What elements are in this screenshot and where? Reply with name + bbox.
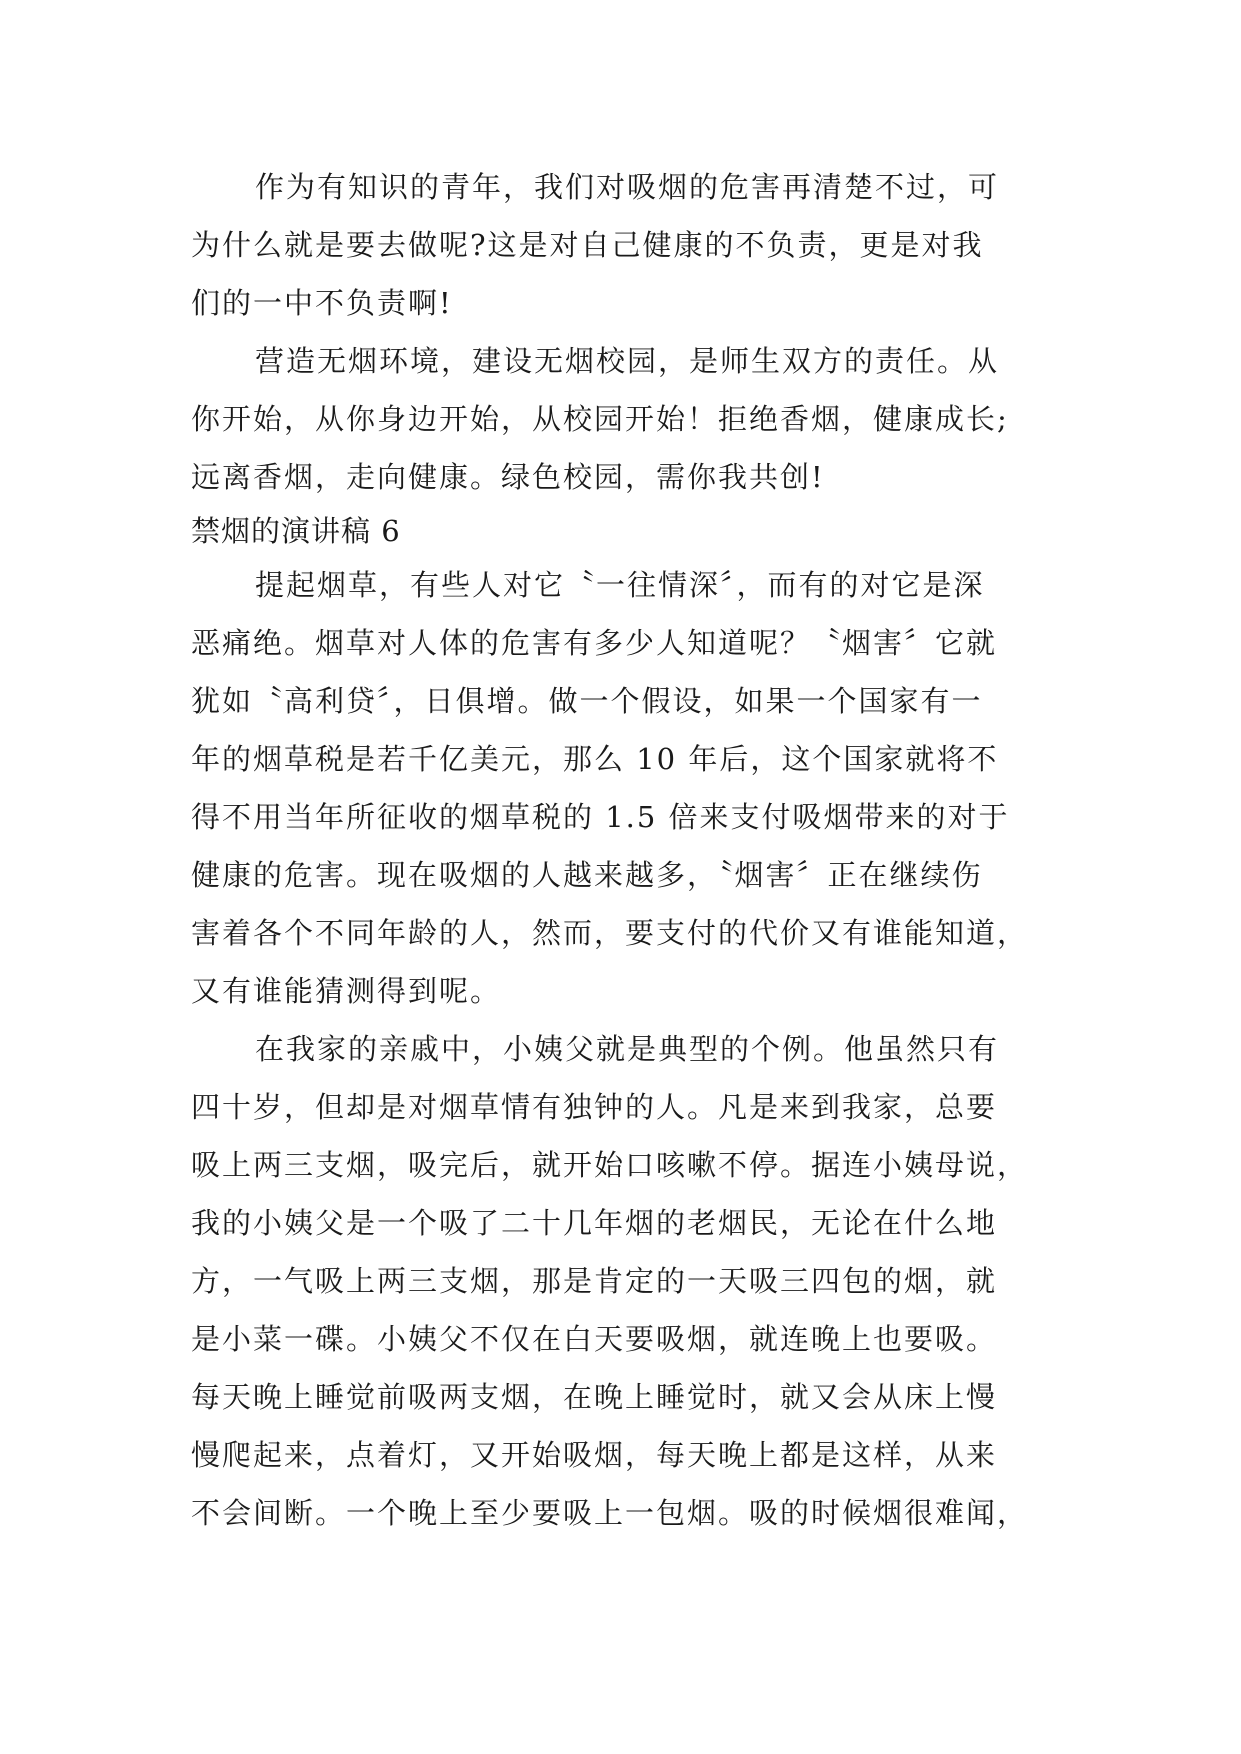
paragraph-line: 害着各个不同年龄的人，然而，要支付的代价又有谁能知道， — [191, 916, 1029, 950]
paragraph-line: 得不用当年所征收的烟草税的 1.5 倍来支付吸烟带来的对于 — [191, 800, 1010, 834]
paragraph-line: 又有谁能猜测得到呢。 — [191, 974, 502, 1008]
paragraph-line: 不会间断。一个晚上至少要吸上一包烟。吸的时候烟很难闻， — [191, 1496, 1029, 1530]
paragraph-line: 为什么就是要去做呢?这是对自己健康的不负责，更是对我 — [191, 228, 984, 262]
paragraph-line: 在我家的亲戚中，小姨父就是典型的个例。他虽然只有 — [255, 1032, 1000, 1066]
paragraph-line: 每天晚上睡觉前吸两支烟，在晚上睡觉时，就又会从床上慢 — [191, 1380, 998, 1414]
paragraph-line: 远离香烟，走向健康。绿色校园，需你我共创! — [191, 460, 825, 494]
paragraph-line: 提起烟草，有些人对它〝一往情深〞，而有的对它是深 — [255, 568, 985, 602]
paragraph-line: 四十岁，但却是对烟草情有独钟的人。凡是来到我家，总要 — [191, 1090, 998, 1124]
paragraph-line: 方，一气吸上两三支烟，那是肯定的一天吸三四包的烟，就 — [191, 1264, 998, 1298]
document-body — [191, 158, 1051, 1542]
section-heading: 禁烟的演讲稿 6 — [191, 514, 401, 548]
paragraph-line: 犹如〝高利贷〞，日俱增。做一个假设，如果一个国家有一 — [191, 684, 983, 718]
paragraph-line: 吸上两三支烟，吸完后，就开始口咳嗽不停。据连小姨母说， — [191, 1148, 1029, 1182]
paragraph-line: 营造无烟环境，建设无烟校园，是师生双方的责任。从 — [255, 344, 1000, 378]
paragraph-line: 们的一中不负责啊! — [191, 286, 453, 320]
paragraph-line: 我的小姨父是一个吸了二十几年烟的老烟民，无论在什么地 — [191, 1206, 998, 1240]
paragraph-line: 慢爬起来，点着灯，又开始吸烟，每天晚上都是这样，从来 — [191, 1438, 998, 1472]
paragraph-line: 你开始，从你身边开始，从校园开始！拒绝香烟，健康成长; — [191, 402, 1009, 436]
paragraph-line: 作为有知识的青年，我们对吸烟的危害再清楚不过，可 — [255, 170, 1000, 204]
paragraph-line: 健康的危害。现在吸烟的人越来越多，〝烟害〞正在继续伤 — [191, 858, 983, 892]
paragraph-line: 是小菜一碟。小姨父不仅在白天要吸烟，就连晚上也要吸。 — [191, 1322, 998, 1356]
paragraph-line: 恶痛绝。烟草对人体的危害有多少人知道呢？〝烟害〞它就 — [191, 626, 998, 660]
paragraph-line: 年的烟草税是若千亿美元，那么 10 年后，这个国家就将不 — [191, 742, 999, 776]
